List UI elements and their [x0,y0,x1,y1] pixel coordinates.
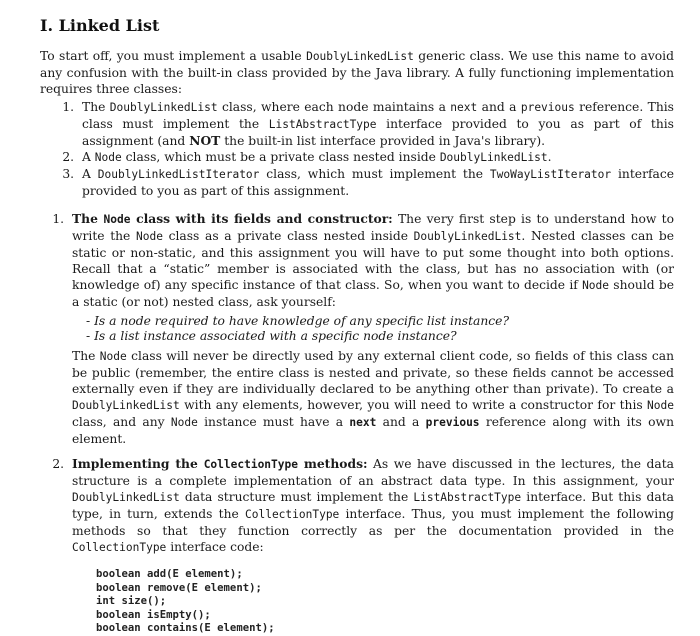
code-line: int size(); [96,595,167,608]
questions-list [86,314,674,344]
step-node-class [68,211,674,447]
code-line: boolean add(E element); [96,568,243,580]
list-item: 2. A Node class, which must be a private class nested inside DoublyLinkedList. [78,149,674,166]
code-line: boolean isEmpty(); [96,608,211,621]
code-line: boolean contains(E element); [96,622,275,635]
section-heading: I. Linked List [40,16,160,35]
step-collection-methods [68,456,674,636]
step-paragraph: The Node class will never be directly used by any external client code, so fields of this class can be public (remember, the entire class is nested and private, so these fields cannot be accessed externally even if they are individually declared to be anything other than private). To create a DoublyLinkedList with any elements, however, you will need to write a constructor for this Node class, and any Node instance must have a next and a previous reference along with its own element. [72,349,674,446]
step-title: The Node class with its fields and constructor: [72,211,393,226]
intro-paragraph: To start off, you must implement a usable DoublyLinkedList generic class. We use this name to avoid any confusion with the built-in class provided by the Java library. A fully functioning implementation requires three classes: [40,49,674,96]
list-item: 3. A DoublyLinkedListIterator class, which must implement the TwoWayListIterator interface provided to you as part of this assignment. [78,166,674,199]
step-paragraph: 1. The Node class with its fields and constructor: The very first step is to understand how to write the Node class as a private class nested inside DoublyLinkedList. Nested classes can be static or non-static, and this assignment you will have to put some thought into both options. Recall that a “static” member is associated with the class, but has no association with (or knowledge of) any specific instance of that class. So, when you want to decide if Node should be a static (or not) nested class, ask yourself: [72,211,675,309]
required-classes-list [40,99,674,199]
step-title: Implementing the CollectionType methods: [72,456,368,471]
question-item: - Is a node required to have knowledge of any specific list instance? [86,314,674,329]
code-line: boolean remove(E element); [96,581,262,594]
question-item: - Is a list instance associated with a specific node instance? [86,329,674,344]
code-block [96,568,674,636]
step-paragraph: 2. Implementing the CollectionType methods: As we have discussed in the lectures, the data structure is a complete implementation of an abstract data type. In this assignment, your DoublyLinkedList data structure must implement the ListAbstractType interface. But this data type, in turn, extends the CollectionType interface. Thus, you must implement the following methods so that they function correctly as per the documentation provided in the CollectionType interface code: [72,456,675,554]
list-item: 1. The DoublyLinkedList class, where each node maintains a next and a previous reference. This class must implement the ListAbstractType interface provided to you as part of this assignment (and NOT the built-in list interface provided in Java's library). [78,99,674,149]
steps-list [40,211,674,636]
